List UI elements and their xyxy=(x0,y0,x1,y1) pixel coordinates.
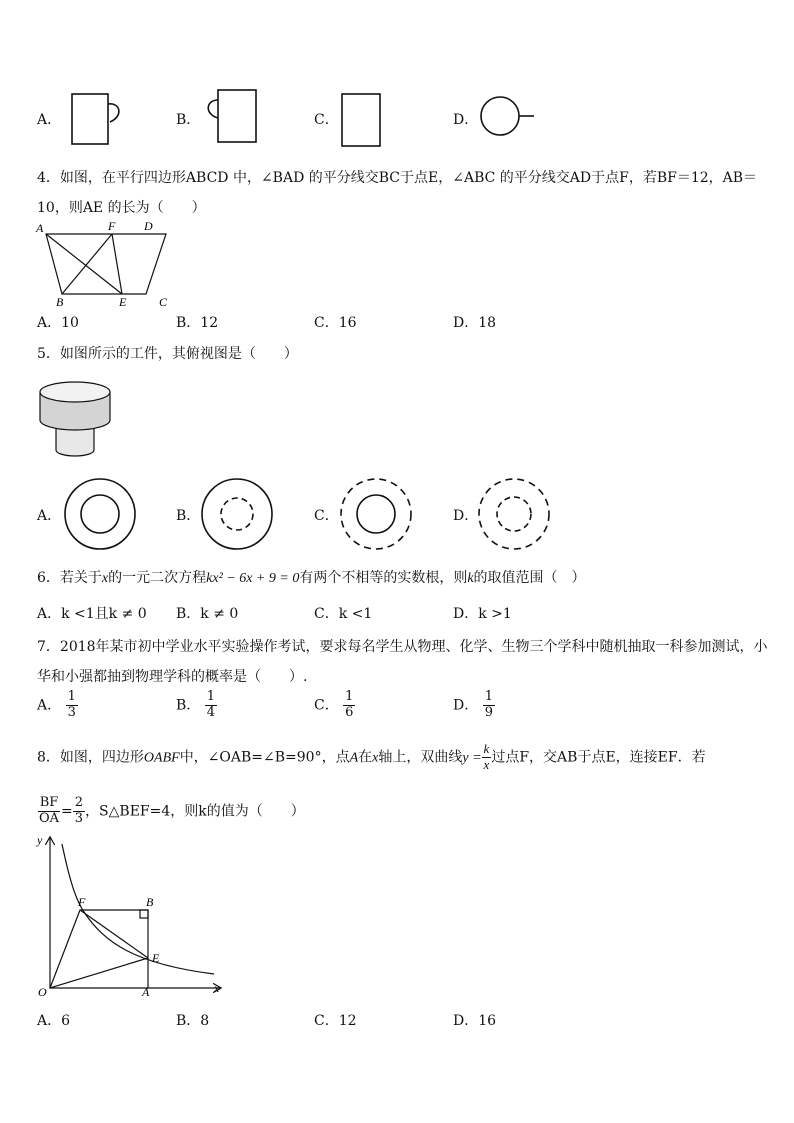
q5-option-a-figure xyxy=(62,476,138,552)
q8-option-c: C．12 xyxy=(314,1013,357,1029)
q8-oabf: OABF xyxy=(143,750,180,766)
q5-option-b-figure xyxy=(199,476,275,552)
q6-equation: kx² − 6x + 9 = 0 xyxy=(206,571,300,586)
q4-parallelogram-figure xyxy=(36,218,176,308)
q4-option-b: B．12 xyxy=(176,315,219,331)
q7-option-d-label: D． xyxy=(453,697,479,714)
q6-option-d: D．k >1 xyxy=(453,606,512,622)
q7-option-b-denominator: 4 xyxy=(206,704,216,720)
q5-option-d-figure xyxy=(476,476,552,552)
q7-option-b xyxy=(176,690,217,721)
q5-workpiece-figure xyxy=(38,378,118,464)
q7-option-b-fraction xyxy=(205,690,217,721)
q8-line1-pre: 8．如图，四边形 xyxy=(37,749,144,766)
q8-point-a: A xyxy=(349,750,359,766)
q8-x-den: x xyxy=(483,756,490,772)
q6-var-k: k xyxy=(467,571,474,586)
q7-stem-line1: 7．2018年某市初中学业水平实验操作考试，要求每名学生从物理、化学、生物三个学科中随机抽取一科参加测试，小 xyxy=(37,639,768,655)
q5-option-a-label: A． xyxy=(37,508,62,524)
q6-option-b: B．k ≠ 0 xyxy=(176,606,239,622)
q8-two-thirds xyxy=(73,796,85,827)
q7-option-d-fraction xyxy=(483,690,495,721)
q7-option-c xyxy=(314,690,355,721)
q3-option-a-figure xyxy=(66,90,126,150)
q7-option-a-numerator: 1 xyxy=(67,689,76,704)
q7-option-c-fraction xyxy=(343,690,355,721)
q8-stem-line2 xyxy=(37,796,305,827)
q5-option-c-figure xyxy=(338,476,414,552)
q6-stem-post: 有两个不相等的实数根，则 xyxy=(299,570,468,586)
q3-option-d-label: D． xyxy=(453,112,479,128)
q7-option-b-label: B． xyxy=(176,697,201,714)
q8-line1-mid: 中，∠OAB=∠B=90°，点 xyxy=(179,749,350,766)
q6-stem xyxy=(37,567,586,587)
q4-label-c: C xyxy=(159,295,168,309)
q8-label-b: B xyxy=(146,895,154,909)
q4-stem-line1: 4．如图，在平行四边形ABCD 中，∠BAD 的平分线交BC于点E，∠ABC 的平分线交AD于点F，若BF＝12，AB＝ xyxy=(37,170,758,186)
q8-option-a: A．6 xyxy=(37,1013,71,1029)
q3-option-a-label: A． xyxy=(37,112,62,128)
q8-k: k xyxy=(483,741,490,756)
q8-eq-sign: = xyxy=(61,803,73,820)
q4-option-c: C．16 xyxy=(314,315,357,331)
q6-stem-pre: 6．若关于 xyxy=(37,570,102,586)
q6-option-a: A．k <1且k ≠ 0 xyxy=(37,606,147,622)
q7-option-b-numerator: 1 xyxy=(206,689,216,704)
q8-label-y: y xyxy=(37,833,43,847)
q3-option-b-label: B． xyxy=(176,112,201,128)
q8-label-o: O xyxy=(38,985,47,999)
q8-var-x: x xyxy=(372,750,379,766)
q6-var-x: x xyxy=(101,571,109,586)
q8-label-x: x xyxy=(214,981,220,995)
q8-line1-mid2: 在 xyxy=(358,749,373,766)
q4-option-a: A．10 xyxy=(37,315,79,331)
q8-bf-over-oa xyxy=(37,796,61,827)
q8-y-eq: y = xyxy=(462,750,482,766)
q8-oa: OA xyxy=(39,810,60,826)
q4-label-e: E xyxy=(119,295,127,309)
q7-option-a xyxy=(37,690,78,721)
q8-line1-post: 过点F，交AB于点E，连接EF．若 xyxy=(491,749,706,766)
q4-label-a: A xyxy=(36,221,44,235)
q5-option-d-label: D． xyxy=(453,508,479,524)
q7-stem-line2: 华和小强都抽到物理学科的概率是（ ）. xyxy=(37,669,308,685)
q5-stem: 5．如图所示的工件，其俯视图是（ ） xyxy=(37,346,298,362)
q8-three: 3 xyxy=(74,810,84,826)
q4-option-d: D．18 xyxy=(453,315,497,331)
q6-stem-mid: 的一元二次方程 xyxy=(108,570,207,586)
q3-option-c-figure xyxy=(338,90,388,150)
q7-option-d-numerator: 1 xyxy=(484,689,493,704)
q7-option-a-fraction xyxy=(66,690,78,721)
q7-option-c-numerator: 1 xyxy=(345,689,354,704)
q4-stem-line2: 10，则AE 的长为（ ） xyxy=(37,200,206,216)
q8-k-over-x xyxy=(482,742,492,773)
q3-option-c-label: C． xyxy=(314,112,339,128)
q7-option-d-denominator: 9 xyxy=(484,704,493,720)
q8-bf: BF xyxy=(39,795,59,810)
q8-stem-line1 xyxy=(37,742,706,773)
q3-option-d-figure xyxy=(476,94,540,142)
q5-option-b-label: B． xyxy=(176,508,201,524)
q8-label-f: F xyxy=(78,895,86,909)
q4-label-d: D xyxy=(144,219,153,233)
q8-option-d: D．16 xyxy=(453,1013,497,1029)
q8-two: 2 xyxy=(74,795,84,810)
q4-label-f: F xyxy=(108,219,116,233)
q8-hyperbola-figure xyxy=(34,832,234,1004)
q7-option-d xyxy=(453,690,495,721)
q7-option-c-label: C． xyxy=(314,697,339,714)
q3-option-b-figure xyxy=(200,86,264,150)
q7-option-a-denominator: 3 xyxy=(67,704,76,720)
q8-label-a: A xyxy=(142,985,150,999)
q6-option-c: C．k <1 xyxy=(314,606,373,622)
q5-option-c-label: C． xyxy=(314,508,339,524)
q7-option-a-label: A． xyxy=(37,697,62,714)
q7-option-c-denominator: 6 xyxy=(345,704,354,720)
q8-line1-mid3: 轴上，双曲线 xyxy=(378,749,463,766)
q4-label-b: B xyxy=(56,295,64,309)
q8-line2-post: ，S△BEF=4，则k的值为（ ） xyxy=(85,803,305,820)
q6-stem-tail: 的取值范围（ ） xyxy=(473,570,586,586)
q8-label-e: E xyxy=(152,951,160,965)
q8-option-b: B．8 xyxy=(176,1013,210,1029)
